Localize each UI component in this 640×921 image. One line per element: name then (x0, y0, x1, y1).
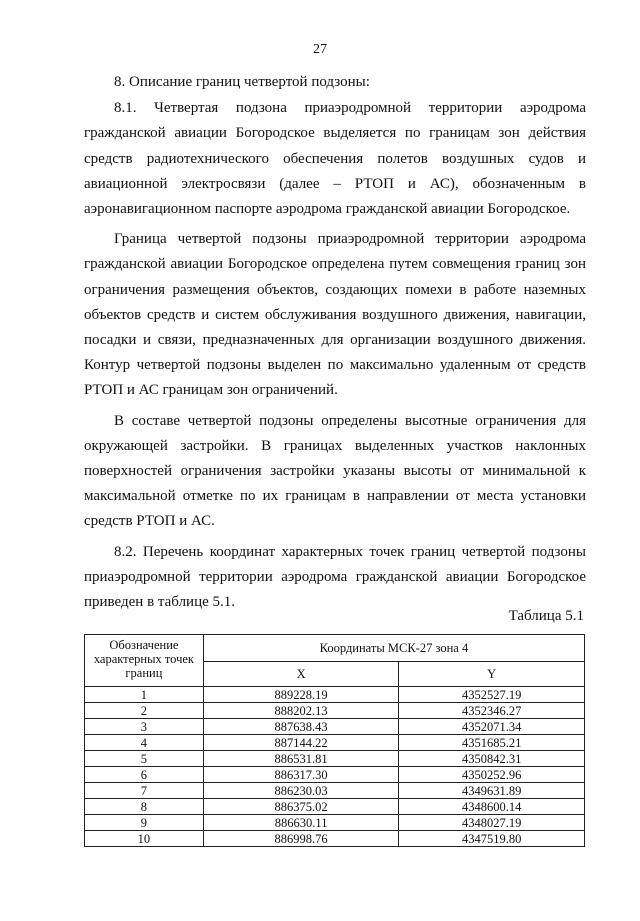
coordinates-table-body (85, 687, 585, 847)
x-coordinate-cell: 886375.02 (203, 799, 399, 815)
point-id-cell: 7 (85, 783, 204, 799)
x-coordinate-cell: 889228.19 (203, 687, 399, 703)
header-coordinates-group: Координаты МСК-27 зона 4 (203, 635, 584, 662)
table-row (85, 799, 585, 815)
x-coordinate-cell: 887638.43 (203, 719, 399, 735)
header-point-label: Обозначение характерных точек границ (85, 635, 204, 687)
y-coordinate-cell: 4348027.19 (399, 815, 585, 831)
y-coordinate-cell: 4350842.31 (399, 751, 585, 767)
x-coordinate-cell: 887144.22 (203, 735, 399, 751)
table-row (85, 767, 585, 783)
point-id-cell: 4 (85, 735, 204, 751)
point-id-cell: 5 (85, 751, 204, 767)
table-row (85, 831, 585, 847)
y-coordinate-cell: 4349631.89 (399, 783, 585, 799)
point-id-cell: 3 (85, 719, 204, 735)
paragraph-height-limits: В составе четвертой подзоны определены высотные ограничения для окружающей застройки. В границах выделенных участков наклонных поверхностей ограничения застройки указаны высоты от минимальной к максимальной отметке по их границам в направлении от места установки средств РТОП и АС. (84, 412, 586, 530)
point-id-cell: 8 (85, 799, 204, 815)
y-coordinate-cell: 4350252.96 (399, 767, 585, 783)
point-id-cell: 9 (85, 815, 204, 831)
paragraph-8-1: 8.1. Четвертая подзона приаэродромной территории аэродрома гражданской авиации Богородское выделяется по границам зон действия средств радиотехнического обеспечения полетов воздушных судов и авиационной электросвязи (далее – РТОП и АС), обозначенным в аэронавигационном паспорте аэродрома гражданской авиации Богородское. (84, 100, 586, 218)
x-coordinate-cell: 888202.13 (203, 703, 399, 719)
coordinates-table (84, 634, 585, 847)
x-coordinate-cell: 886630.11 (203, 815, 399, 831)
y-coordinate-cell: 4351685.21 (399, 735, 585, 751)
table-caption: Таблица 5.1 (508, 608, 584, 624)
y-coordinate-cell: 4348600.14 (399, 799, 585, 815)
point-id-cell: 1 (85, 687, 204, 703)
y-coordinate-cell: 4352071.34 (399, 719, 585, 735)
table-row (85, 703, 585, 719)
x-coordinate-cell: 886317.30 (203, 767, 399, 783)
table-row (85, 735, 585, 751)
y-coordinate-cell: 4352346.27 (399, 703, 585, 719)
y-coordinate-cell: 4347519.80 (399, 831, 585, 847)
table-row (85, 751, 585, 767)
header-y: Y (399, 662, 585, 687)
document-body (84, 70, 586, 615)
point-id-cell: 2 (85, 703, 204, 719)
x-coordinate-cell: 886230.03 (203, 783, 399, 799)
paragraph-boundary: Граница четвертой подзоны приаэродромной территории аэродрома гражданской авиации Богородское определена путем совмещения границ зон ограничения размещения объектов, создающих помехи в работе наземных объектов средств и систем обслуживания воздушного движения, навигации, посадки и связи, предназначенных для организации воздушного движения. Контур четвертой подзоны выделен по максимально удаленным от средств РТОП и АС границам зон ограничений. (84, 231, 586, 399)
section-heading: 8. Описание границ четвертой подзоны: (114, 74, 370, 90)
x-coordinate-cell: 886531.81 (203, 751, 399, 767)
page-number: 27 (313, 42, 327, 57)
y-coordinate-cell: 4352527.19 (399, 687, 585, 703)
x-coordinate-cell: 886998.76 (203, 831, 399, 847)
point-id-cell: 10 (85, 831, 204, 847)
table-row (85, 815, 585, 831)
header-x: X (203, 662, 399, 687)
table-row (85, 687, 585, 703)
table-row (85, 783, 585, 799)
table-row (85, 719, 585, 735)
point-id-cell: 6 (85, 767, 204, 783)
paragraph-8-2: 8.2. Перечень координат характерных точек границ четвертой подзоны приаэродромной территории аэродрома гражданской авиации Богородское приведен в таблице 5.1. (84, 543, 586, 611)
